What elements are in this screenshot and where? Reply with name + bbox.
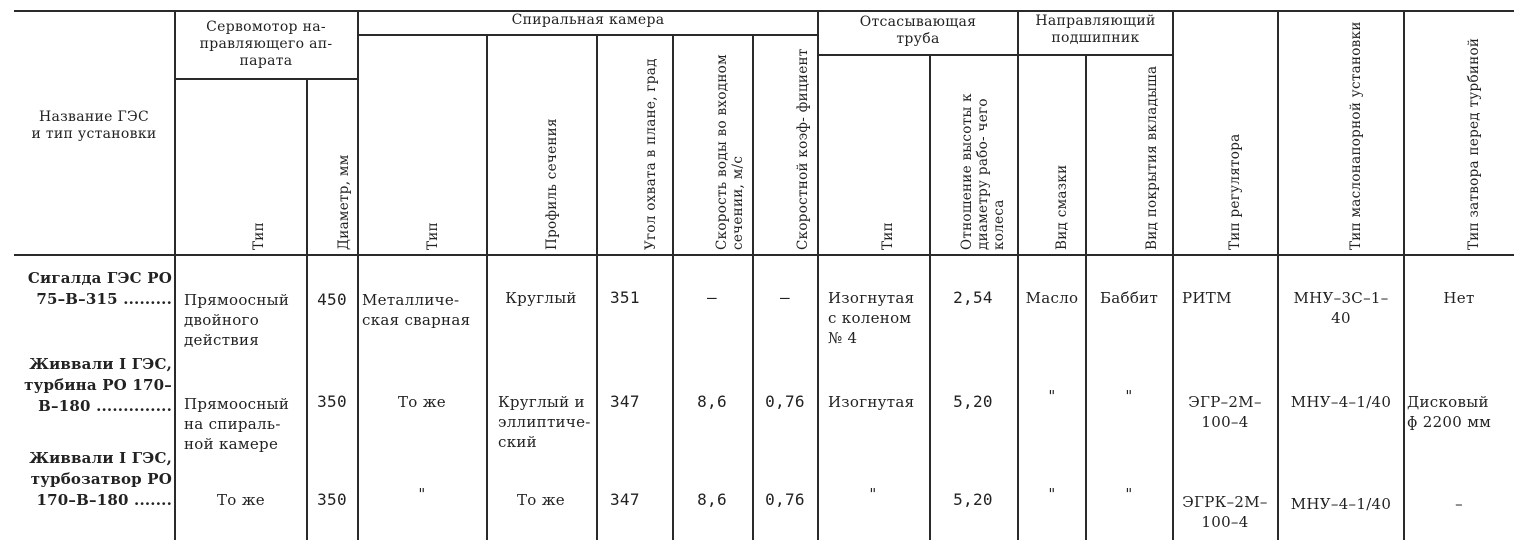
header-spiral-coefficient: Скоростной коэф- фициент xyxy=(795,48,811,250)
draft-type: Изогнутая xyxy=(828,393,915,411)
spiral-angle: 347 xyxy=(610,490,640,509)
spiral-angle: 351 xyxy=(610,288,640,307)
spiral-speed: 8,6 xyxy=(697,392,727,411)
header-servomotor: Сервомотор на- правляющего ап- парата xyxy=(199,18,333,69)
spiral-angle: 347 xyxy=(610,392,640,411)
header-oil-unit-type: Тип маслонапорной установки xyxy=(1348,21,1364,250)
gate-type: Дисковый ɸ 2200 мм xyxy=(1407,393,1492,431)
rule-spiral xyxy=(358,34,818,36)
servomotor-diameter: 450 xyxy=(317,290,347,309)
col-rule xyxy=(486,34,488,540)
draft-type: Изогнутая с коленом № 4 xyxy=(828,289,915,347)
oil-unit-type: МНУ–4–1/40 xyxy=(1290,495,1392,513)
spiral-profile: Круглый и эллиптиче- ский xyxy=(498,393,591,451)
header-spiral-speed: Скорость воды во входном сечении, м/с xyxy=(714,54,746,250)
header-gate-type: Тип затвора перед турбиной xyxy=(1466,37,1482,250)
header-draft-tube: Отсасывающая труба xyxy=(859,14,977,47)
station-name: Живвали I ГЭС, турбина РО 170– В–180 .............. xyxy=(24,355,172,415)
rule-bearing xyxy=(1018,54,1173,56)
servomotor-diameter: 350 xyxy=(317,490,347,509)
bearing-lubrication: Масло xyxy=(1025,289,1079,307)
header-spiral-profile: Профиль сечения xyxy=(544,118,560,250)
spiral-speed: – xyxy=(707,288,717,307)
col-rule xyxy=(672,34,674,540)
col-rule xyxy=(1172,10,1174,540)
spiral-type: Металличе- ская сварная xyxy=(362,291,471,329)
bearing-lining: " xyxy=(1125,485,1133,503)
spiral-profile: Круглый xyxy=(505,289,577,307)
oil-unit-type: МНУ–4–1/40 xyxy=(1290,393,1392,411)
spiral-coefficient: 0,76 xyxy=(765,392,805,411)
header-servomotor-type: Тип xyxy=(251,222,267,250)
servomotor-type: Прямоосный двойного действия xyxy=(184,291,290,349)
header-spiral-angle: Угол охвата в плане, град xyxy=(643,58,659,250)
regulator-type: ЭГРК–2М– 100–4 xyxy=(1182,493,1268,531)
regulator-type: ЭГР–2М– 100–4 xyxy=(1188,393,1262,431)
bearing-lining: " xyxy=(1125,387,1133,405)
gate-type: Нет xyxy=(1443,289,1475,307)
draft-ratio: 5,20 xyxy=(953,490,993,509)
station-name: Сигалда ГЭС РО 75–В–315 ......... xyxy=(27,269,172,308)
station-name: Живвали I ГЭС, турбозатвор РО 170–В–180 ....... xyxy=(29,449,172,509)
rule-draft xyxy=(818,54,1018,56)
col-rule xyxy=(1403,10,1405,540)
col-rule xyxy=(1017,10,1019,540)
header-regulator-type: Тип регулятора xyxy=(1227,133,1243,250)
bearing-lubrication: " xyxy=(1048,485,1056,503)
header-draft-ratio: Отношение высоты к диаметру рабо- чего колеса xyxy=(959,93,1007,250)
header-guide-bearing: Направляющий подшипник xyxy=(1035,13,1156,46)
spiral-coefficient: 0,76 xyxy=(765,490,805,509)
servomotor-diameter: 350 xyxy=(317,392,347,411)
col-rule xyxy=(817,10,819,540)
spiral-speed: 8,6 xyxy=(697,490,727,509)
spiral-type: " xyxy=(418,485,426,503)
oil-unit-type: МНУ–3С–1– 40 xyxy=(1293,289,1389,327)
bearing-lining: Баббит xyxy=(1099,289,1159,307)
col-rule xyxy=(357,10,359,540)
col-rule xyxy=(1277,10,1279,540)
header-spiral-chamber: Спиральная камера xyxy=(511,11,665,28)
header-bearing-lining: Вид покрытия вкладыша xyxy=(1144,65,1160,250)
servomotor-type: То же xyxy=(217,491,265,509)
header-draft-type: Тип xyxy=(880,222,896,250)
spiral-coefficient: – xyxy=(780,288,790,307)
regulator-type: РИТМ xyxy=(1182,289,1232,307)
draft-ratio: 2,54 xyxy=(953,288,993,307)
gate-type: – xyxy=(1455,495,1463,513)
bearing-lubrication: " xyxy=(1048,387,1056,405)
draft-type: " xyxy=(869,485,877,503)
spiral-profile: То же xyxy=(517,491,565,509)
spiral-type: То же xyxy=(398,393,446,411)
header-station: Название ГЭС и тип установки xyxy=(31,109,157,142)
header-servomotor-diameter: Диаметр, мм xyxy=(336,154,352,250)
draft-ratio: 5,20 xyxy=(953,392,993,411)
header-spiral-type: Тип xyxy=(425,222,441,250)
col-rule xyxy=(752,34,754,540)
col-rule xyxy=(596,34,598,540)
header-bearing-lubrication: Вид смазки xyxy=(1054,164,1070,250)
servomotor-type: Прямоосный на спираль- ной камере xyxy=(184,395,290,453)
rule-header-bottom xyxy=(14,254,1514,256)
col-rule xyxy=(174,10,176,540)
